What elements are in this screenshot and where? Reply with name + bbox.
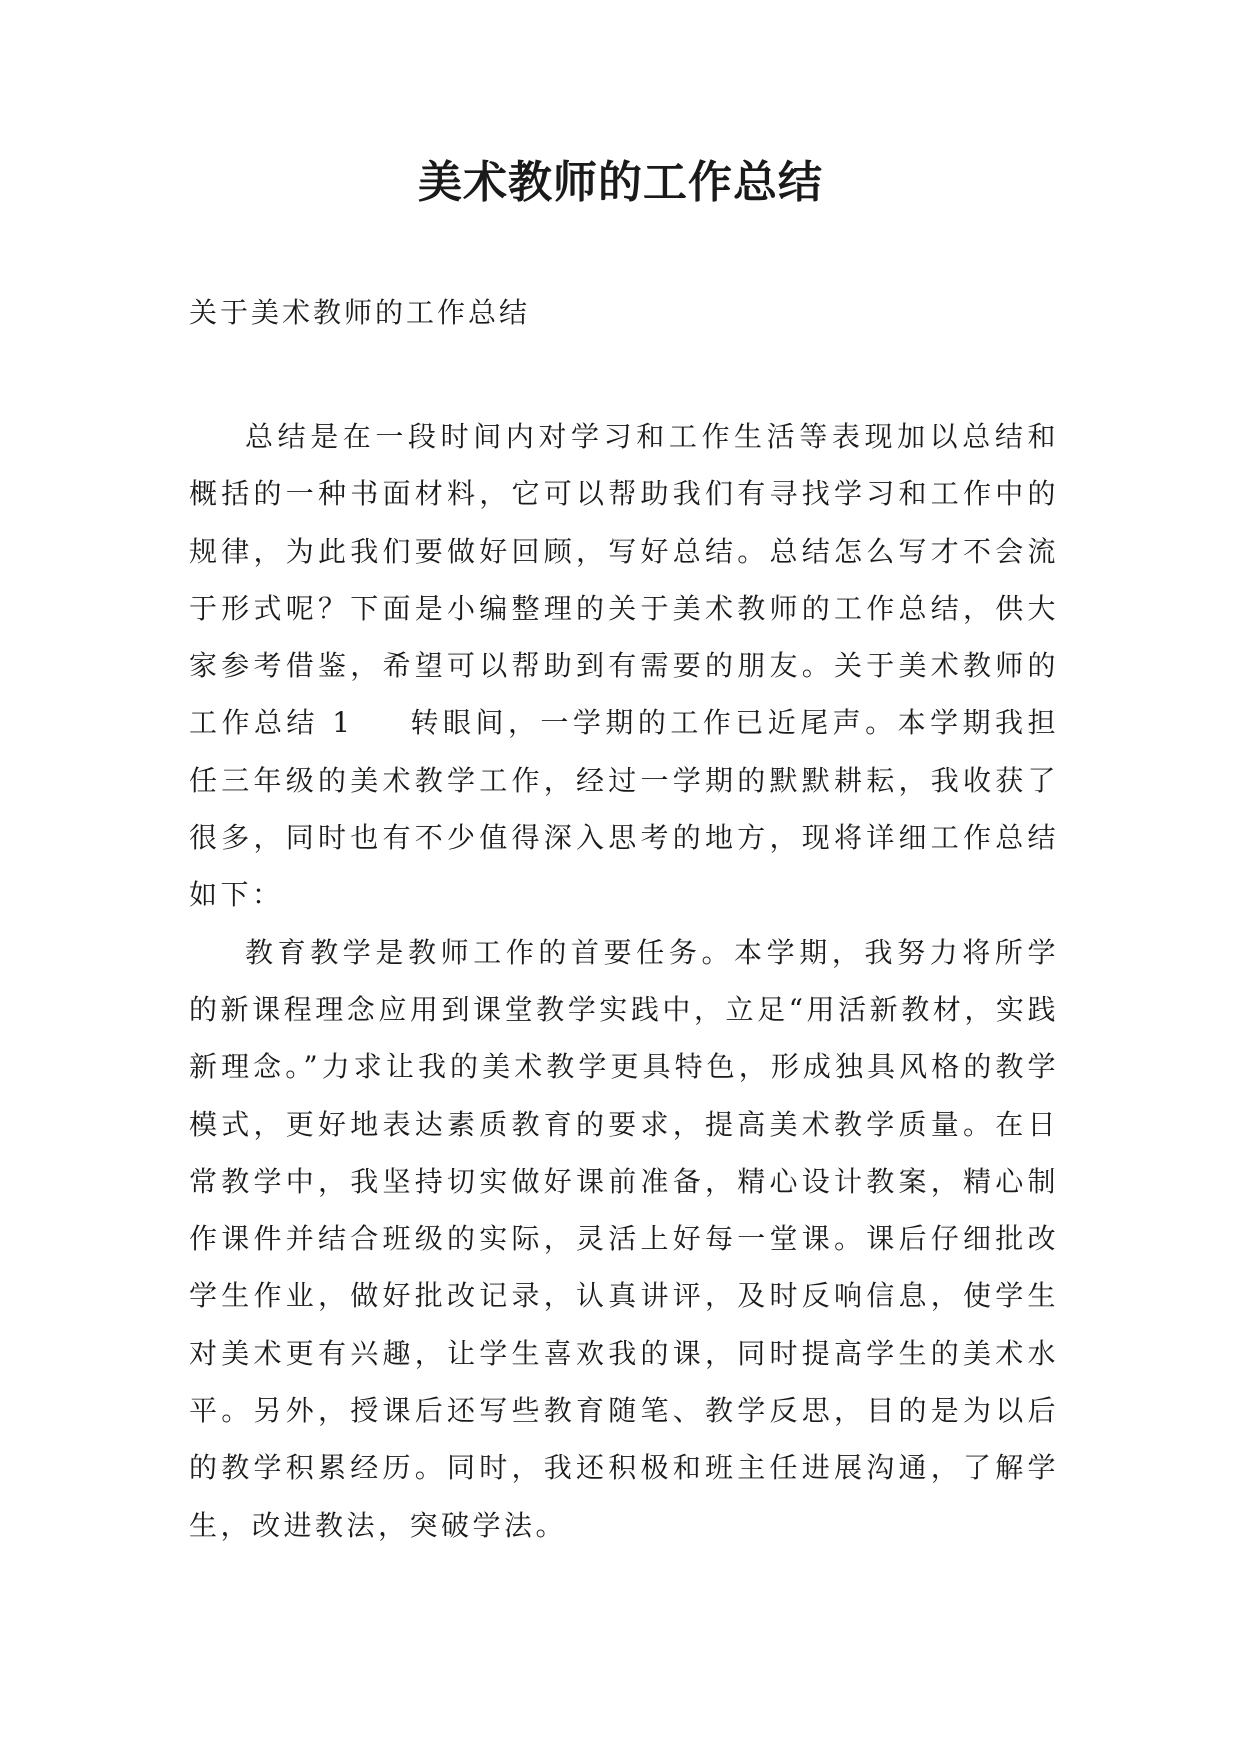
document-body bbox=[189, 408, 1059, 1554]
body-paragraph-2: 教育教学是教师工作的首要任务。本学期，我努力将所学的新课程理念应用到课堂教学实践中，立足“用活新教材，实践新理念。”力求让我的美术教学更具特色，形成独具风格的教学模式，更好地表达素质教育的要求，提高美术教学质量。在日常教学中，我坚持切实做好课前准备，精心设计教案，精心制作课件并结合班级的实际，灵活上好每一堂课。课后仔细批改学生作业，做好批改记录，认真讲评，及时反响信息，使学生对美术更有兴趣，让学生喜欢我的课，同时提高学生的美术水平。另外，授课后还写些教育随笔、教学反思，目的是为以后的教学积累经历。同时，我还积极和班主任进展沟通，了解学生，改进教法，突破学法。 bbox=[189, 935, 1059, 1542]
intro-paragraph bbox=[189, 408, 1059, 924]
section-heading: 关于美术教师的工作总结 1 bbox=[189, 649, 1059, 740]
intro-text: 总结是在一段时间内对学习和工作生活等表现加以总结和概括的一种书面材料，它可以帮助我们有寻找学习和工作中的规律，为此我们要做好回顾，写好总结。总结怎么写才不会流于形式呢？下面是小编整理的关于美术教师的工作总结，供大家参考借鉴，希望可以帮助到有需要的朋友。 bbox=[189, 420, 1059, 683]
section-intro-text: 转眼间，一学期的工作已近尾声。本学期我担任三年级的美术教学工作，经过一学期的默默耕耘，我收获了很多，同时也有不少值得深入思考的地方，现将详细工作总结如下： bbox=[189, 706, 1059, 912]
document-title: 美术教师的工作总结 bbox=[418, 157, 823, 208]
document-subtitle: 关于美术教师的工作总结 bbox=[189, 296, 531, 329]
